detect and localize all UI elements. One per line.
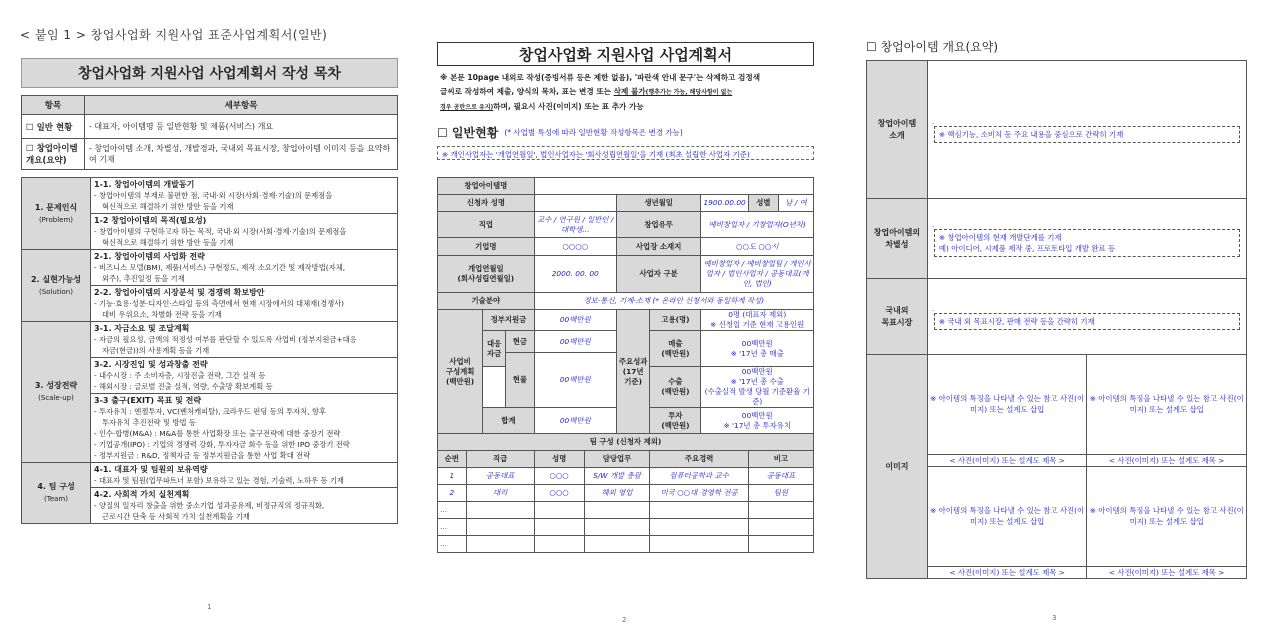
image-caption[interactable]: < 사진(이미지) 또는 설계도 제목 > (927, 567, 1087, 579)
summary-dot: . (931, 303, 935, 313)
toc-detail (91, 394, 398, 463)
page-number: 2 (622, 616, 627, 624)
team-cell-name[interactable]: ○○○ (534, 468, 584, 485)
team-cell-no[interactable]: ... (438, 519, 467, 536)
team-cell-no[interactable]: ... (438, 536, 467, 553)
team-cell-task[interactable]: 해외 영업 (584, 485, 650, 502)
label-employ: 고용(명) (650, 310, 701, 331)
label-applicant: 신청자 성명 (438, 195, 535, 212)
page-number: 3 (1052, 614, 1057, 622)
toc-detail-line: - 대표자 및 팀원(업무파트너 포함) 보유하고 있는 경험, 기술력, 노하우 등 기재 (94, 476, 344, 485)
team-row (438, 485, 814, 502)
col-note: 비고 (748, 451, 813, 468)
value-employ[interactable]: 0명 (대표자 제외) ※ 신청일 기준 현재 고용인원 (701, 310, 814, 331)
toc-detail (91, 286, 398, 322)
toc-detail (91, 322, 398, 358)
toc-detail-line: - 기능·효용·성분·디자인·스타일 등의 측면에서 현재 시장에서의 대체재(경쟁사) (94, 299, 345, 308)
value-gender[interactable]: 남 / 여 (779, 195, 814, 212)
team-cell-career[interactable] (650, 536, 748, 553)
toc-subheading: 3-2. 시장진입 및 성과창출 전략 (94, 360, 208, 369)
notice-small-2: 경우 공란으로 유지) (440, 104, 494, 111)
summary-cell[interactable] (927, 199, 1246, 279)
general-section-heading (437, 124, 683, 141)
toc-row (22, 322, 398, 358)
col-no: 순번 (438, 451, 467, 468)
toc-category-name: 3. 성장전략 (34, 381, 78, 390)
toc-category (22, 178, 91, 250)
toc-detail-line: - 창업아이템의 부재로 불편한 점, 국내·외 시장(사회·경제·기술)의 문제점을 (94, 191, 333, 200)
team-cell-no[interactable]: ... (438, 502, 467, 519)
value-total[interactable]: 00백만원 (534, 408, 616, 434)
team-cell-rank[interactable]: 대리 (466, 485, 534, 502)
image-label: 이미지 (867, 355, 928, 579)
toc-overview-text: - 대표자, 아이템명 등 일반현황 및 제품(서비스) 개요 (85, 115, 398, 139)
toc-subheading: 1-2 창업아이템의 목적(필요성) (94, 216, 207, 225)
image-placeholder[interactable]: ※ 아이템의 특징을 나타낼 수 있는 참고 사진(이미지) 또는 설계도 삽입 (927, 467, 1087, 567)
value-sales[interactable]: 00백만원 ※ '17년 총 매출 (701, 331, 814, 367)
general-guide: ※ 개인사업자는 '개업연월일', 법인사업자는 '회사성립연월일'을 기재 (최초 설립한 사업자 기준) (437, 146, 814, 160)
toc-subheading: 3-3 출구(EXIT) 목표 및 전략 (94, 396, 202, 405)
value-export[interactable]: 00백만원 ※ '17년 총 수출 (수출실적 발생 당월 기준환율 기준) (701, 367, 814, 408)
toc-category-eng: (Scale-up) (38, 394, 74, 402)
toc-row (22, 463, 398, 488)
toc-detail-line: - 투자유치 : 엔젤투자, VC(벤처캐피탈), 크라우드 펀딩 등의 투자처, 향후 (94, 407, 326, 416)
team-row (438, 536, 814, 553)
toc-head-detail: 세부항목 (85, 96, 398, 115)
toc-category-name: 1. 문제인식 (34, 202, 78, 212)
team-cell-note[interactable]: 공동대표 (748, 468, 813, 485)
toc-detail-line: - 인수·합병(M&A) : M&A를 통한 사업확장 또는 출구전략에 대한 중장기 전략 (94, 429, 341, 438)
label-item-name: 창업아이템명 (438, 178, 535, 195)
summary-guide: ※ 창업아이템의 현재 개발단계를 기재 예) 아이디어, 시제품 제작 중, 프로토타입 개발 완료 등 (934, 229, 1240, 257)
toc-subheading: 2-2. 창업아이템의 시장분석 및 경쟁력 확보방안 (94, 288, 265, 297)
value-tech[interactable]: 정보·통신, 기계·소재 (* 온라인 신청서와 동일하게 작성) (534, 293, 813, 310)
label-birth: 생년월일 (616, 195, 701, 212)
team-cell-career[interactable]: 컴퓨터공학과 교수 (650, 468, 748, 485)
toc-overview-text: - 창업아이템 소개, 차별성, 개발경과, 국내외 목표시장, 창업아이템 이미지 등을 요약하여 기재 (85, 139, 398, 170)
toc-detail-line: - 해외시장 : 글로벌 진출 실적, 역량, 수출망 확보계획 등 (94, 382, 273, 391)
toc-detail-line: 근로시간 단축 등 사회적 가치 실천계획을 기재 (102, 512, 250, 521)
toc-sections-table (21, 177, 398, 524)
team-cell-task[interactable]: S/W 개발 총괄 (584, 468, 650, 485)
summary-cell[interactable] (927, 61, 1246, 199)
toc-category-name: 4. 팀 구성 (37, 482, 75, 491)
summary-table (866, 60, 1247, 579)
label-cash: 현금 (506, 331, 534, 353)
image-placeholder[interactable]: ※ 아이템의 특징을 나타낼 수 있는 참고 사진(이미지) 또는 설계도 삽입 (1087, 355, 1247, 455)
image-caption[interactable]: < 사진(이미지) 또는 설계도 제목 > (1087, 567, 1247, 579)
toc-detail-line: 대비 우위요소, 차별화 전략 등을 기재 (102, 310, 222, 319)
general-status-table (437, 177, 814, 553)
toc-detail-line: 혁신적으로 해결하기 위한 방안 등을 기재 (102, 202, 234, 211)
toc-detail-line: - 자금의 필요성, 금액의 적정성 여부를 판단할 수 있도록 사업비 (정부지원금+대응 (94, 335, 357, 344)
toc-row (22, 250, 398, 286)
toc-detail (91, 214, 398, 250)
label-team: 팀 구성 (신청자 제외) (438, 434, 814, 451)
label-gender: 성별 (748, 195, 778, 212)
label-performance: 주요성과 (17년 기준) (616, 310, 650, 434)
label-job: 직업 (438, 212, 535, 238)
label-gov: 정부지원금 (483, 310, 534, 331)
team-cell-task[interactable] (584, 536, 650, 553)
label-tech: 기술분야 (438, 293, 535, 310)
team-cell-rank[interactable] (466, 536, 534, 553)
label-company: 기업명 (438, 238, 535, 256)
col-career: 주요경력 (650, 451, 748, 468)
toc-category-eng: (Solution) (39, 287, 73, 296)
team-cell-career[interactable]: 미국 ○○대 경영학 전공 (650, 485, 748, 502)
toc-detail-line: 혁신적으로 해결하기 위한 방안 등을 기재 (102, 238, 234, 247)
label-biz-type: 사업자 구분 (616, 256, 701, 293)
toc-overview-label: ☐ 일반 현황 (22, 115, 85, 139)
value-company[interactable]: ○○○○ (534, 238, 616, 256)
toc-detail (91, 463, 398, 488)
toc-detail-line: 투자유치 추진전략 및 방법 등 (102, 418, 196, 427)
value-item-name[interactable] (534, 178, 813, 195)
summary-cell[interactable] (927, 279, 1246, 355)
toc-category (22, 463, 91, 524)
plan-title: 창업사업화 지원사업 사업계획서 (437, 42, 814, 66)
team-cell-note[interactable]: 팀원 (748, 485, 813, 502)
value-birth[interactable]: 1900.00.00 (701, 195, 748, 212)
summary-section-heading: ☐ 창업아이템 개요(요약) (866, 40, 999, 54)
toc-detail-line: - 비즈니스 모델(BM), 제품(서비스) 구현정도, 제작 소요기간 및 제작방법(자체, (94, 263, 346, 272)
summary-guide: ※ 국내 외 목표시장, 판매 전략 등을 간략히 기재 (934, 313, 1240, 330)
team-row (438, 468, 814, 485)
toc-detail (91, 178, 398, 214)
toc-detail (91, 358, 398, 394)
label-matching: 대응 자금 (483, 331, 506, 367)
team-cell-task[interactable] (584, 502, 650, 519)
toc-subheading: 3-1. 자금소요 및 조달계획 (94, 324, 190, 333)
team-cell-note[interactable] (748, 536, 813, 553)
value-cash[interactable]: 00백만원 (534, 331, 616, 353)
notice-emphasis: 삭제 불가 (613, 87, 646, 96)
value-gov[interactable]: 00백만원 (534, 310, 616, 331)
summary-label: 국내외 목표시장 (867, 279, 928, 355)
value-applicant[interactable] (534, 195, 616, 212)
label-budget: 사업비 구성계획 (백만원) (438, 310, 483, 434)
summary-dot: . (931, 220, 935, 229)
image-caption[interactable]: < 사진(이미지) 또는 설계도 제목 > (1087, 455, 1247, 467)
team-row (438, 519, 814, 536)
page-number: 1 (207, 603, 212, 611)
col-name: 성명 (534, 451, 584, 468)
toc-detail (91, 250, 398, 286)
team-cell-task[interactable] (584, 519, 650, 536)
team-cell-rank[interactable] (466, 519, 534, 536)
section-title: ☐ 일반현황 (437, 126, 499, 140)
matching-spacer (483, 367, 506, 408)
label-founding-type: 창업유무 (616, 212, 701, 238)
label-open-date: 개업연월일 (회사성립연월일) (438, 256, 535, 293)
team-cell-note[interactable] (748, 519, 813, 536)
summary-label: 창업아이템의 차별성 (867, 199, 928, 279)
toc-detail-line: - 정부지원금 : R&D, 정책자금 등 정부지원금을 통한 사업 확대 전략 (94, 451, 311, 460)
toc-category-eng: (Problem) (38, 215, 74, 224)
annex-label: < 붙임 1 > 창업사업화 지원사업 표준사업계획서(일반) (20, 28, 328, 42)
toc-subheading: 4-2. 사회적 가치 실천계획 (94, 490, 190, 499)
toc-subheading: 4-1. 대표자 및 팀원의 보유역량 (94, 465, 208, 474)
toc-detail-line: - 양질의 일자리 창출을 위한 중소기업 성과공유제, 비정규직의 정규직화, (94, 501, 325, 510)
toc-category-name: 2. 실현가능성 (30, 274, 82, 284)
image-placeholder[interactable]: ※ 아이템의 특징을 나타낼 수 있는 참고 사진(이미지) 또는 설계도 삽입 (1087, 467, 1247, 567)
team-cell-career[interactable] (650, 519, 748, 536)
value-founding-type[interactable]: 예비창업자 / 기창업자(O년차) (701, 212, 814, 238)
plan-notice (440, 71, 815, 115)
team-cell-no[interactable]: 1 (438, 468, 467, 485)
toc-detail-line: - 내수시장 : 주 소비자층, 시장진출 전략, 그간 실적 등 (94, 371, 266, 380)
value-location[interactable]: ○○도 ○○시 (701, 238, 814, 256)
summary-dot: . (931, 116, 935, 126)
summary-guide: ※ 핵심기능, 소비처 등 주요 내용을 중심으로 간략히 기재 (934, 126, 1240, 143)
toc-row (22, 178, 398, 214)
team-cell-rank[interactable] (466, 502, 534, 519)
image-caption[interactable]: < 사진(이미지) 또는 설계도 제목 > (927, 455, 1087, 467)
team-cell-no[interactable]: 2 (438, 485, 467, 502)
notice-line-1: ※ 본문 10page 내외로 작성(증빙서류 등은 제한 없음), '파란색 안내 문구'는 삭제하고 검정색 (440, 73, 761, 82)
value-inkind[interactable]: 00백만원 (534, 353, 616, 408)
image-placeholder[interactable]: ※ 아이템의 특징을 나타낼 수 있는 참고 사진(이미지) 또는 설계도 삽입 (927, 355, 1087, 455)
team-cell-name[interactable]: ○○○ (534, 485, 584, 502)
col-task: 담당업무 (584, 451, 650, 468)
team-cell-career[interactable] (650, 502, 748, 519)
value-job[interactable]: 교수 / 연구원 / 일반인 / 대학생... (534, 212, 616, 238)
section-hint: (* 사업별 특성에 따라 일반현황 작성항목은 변경 가능) (504, 128, 683, 137)
toc-overview-table (21, 95, 398, 170)
value-biz-type[interactable]: 예비창업자 / 예비창업팀 / 개인사업자 / 법인사업자 / 공동대표(개인, 법인) (701, 256, 814, 293)
toc-detail-line: - 창업아이템의 구현하고자 하는 목적, 국내·외 시장(사회·경제·기술)의 문제점을 (94, 227, 347, 236)
toc-subheading: 1-1. 창업아이템의 개발동기 (94, 180, 195, 189)
team-cell-note[interactable] (748, 502, 813, 519)
toc-category (22, 250, 91, 322)
summary-label: 창업아이템 소개 (867, 61, 928, 199)
team-cell-name[interactable] (534, 502, 584, 519)
value-open-date[interactable]: 2000. 00. 00 (534, 256, 616, 293)
toc-detail (91, 488, 398, 524)
team-cell-rank[interactable]: 공동대표 (466, 468, 534, 485)
team-cell-name[interactable] (534, 536, 584, 553)
label-total: 합계 (483, 408, 534, 434)
team-cell-name[interactable] (534, 519, 584, 536)
toc-title: 창업사업화 지원사업 사업계획서 작성 목차 (21, 58, 398, 88)
toc-detail-line: - 기업공개(IPO) : 기업의 경쟁력 강화, 투자자금 회수 등을 위한 IPO 중장기 전략 (94, 440, 350, 449)
toc-category (22, 322, 91, 463)
label-export: 수출 (백만원) (650, 367, 701, 408)
label-inkind: 현물 (506, 353, 534, 408)
notice-line-2: 글씨로 작성하여 제출, 양식의 목차, 표는 변경 또는 (440, 87, 614, 96)
value-invest[interactable]: 00백만원 ※ '17년 총 투자유치 (701, 408, 814, 434)
label-location: 사업장 소재지 (616, 238, 701, 256)
label-sales: 매출 (백만원) (650, 331, 701, 367)
toc-subheading: 2-1. 창업아이템의 사업화 전략 (94, 252, 205, 261)
toc-detail-line: 자금(현금))의 사용계획 등을 기재 (102, 346, 210, 355)
team-row (438, 502, 814, 519)
toc-detail-line: 외주), 추진일정 등을 기재 (102, 274, 185, 283)
toc-category-eng: (Team) (44, 495, 68, 503)
notice-small: (행추가는 가능, 해당사항이 없는 (645, 89, 733, 96)
toc-head-item: 항목 (22, 96, 85, 115)
col-rank: 직급 (466, 451, 534, 468)
notice-line-3: 하며, 필요시 사진(이미지) 또는 표 추가 가능 (493, 102, 644, 111)
toc-overview-label: ☐ 창업아이템 개요(요약) (22, 139, 85, 170)
label-invest: 투자 (백만원) (650, 408, 701, 434)
